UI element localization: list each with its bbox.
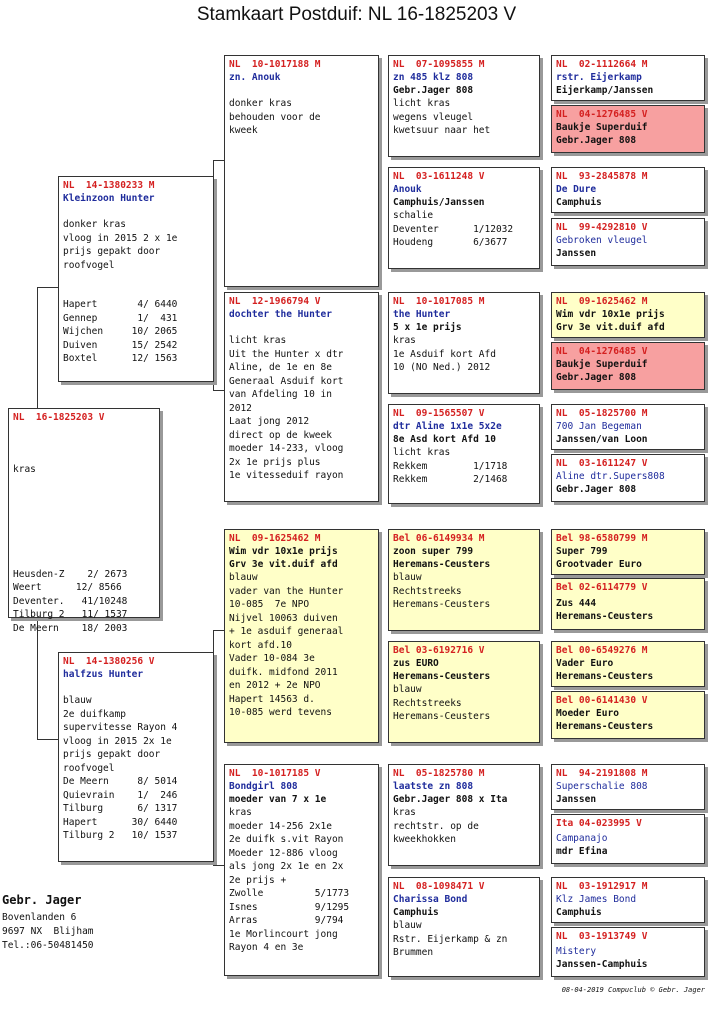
bird-owner: Gebr.Jager 808: [556, 372, 637, 383]
bird-owner: Janssen: [556, 248, 597, 259]
note-line: Rekkem 2/1468: [393, 474, 508, 485]
card-g11[interactable]: [551, 641, 705, 687]
bird-name: Gebroken vleugel: [556, 235, 648, 246]
note-line: [13, 424, 155, 437]
ring-number: NL 09-1625462 M: [556, 296, 648, 307]
ring-number: NL 10-1017085 M: [393, 296, 485, 307]
note-line: licht kras: [393, 447, 451, 458]
ring-number: Bel 98-6580799 M: [556, 533, 648, 544]
note-line: kweek: [229, 125, 258, 136]
note-line: Deventer. 41/10248: [13, 595, 128, 607]
ring-number: NL 94-2191808 M: [556, 768, 648, 779]
bird-name: laatste zn 808: [393, 781, 474, 792]
ring-number: NL 12-1966794 V: [229, 296, 321, 307]
card-fff[interactable]: [388, 55, 540, 157]
note-line: kras: [393, 335, 416, 346]
print-credit: 08-04-2019 Compuclub © Gebr. Jager: [561, 986, 705, 994]
bird-name: Superschalie 808: [556, 781, 648, 792]
ring-number: Bel 02-6114779 V: [556, 582, 648, 593]
card-mm[interactable]: [224, 764, 379, 976]
bird-owner: Grootvader Euro: [556, 559, 642, 570]
card-g4[interactable]: [551, 218, 705, 266]
bird-owner: moeder van 7 x 1e: [229, 794, 327, 805]
note-line: Rayon 4 en 3e: [229, 942, 304, 953]
note-line: 2012: [229, 402, 252, 414]
ring-number: Bel 03-6192716 V: [393, 645, 485, 656]
note-line: licht kras: [393, 98, 451, 109]
note-line: + 1e asduif generaal: [229, 626, 344, 637]
card-father[interactable]: [58, 176, 214, 382]
card-notes: [393, 97, 535, 138]
note-line: moeder 14-256 2x1e: [229, 820, 332, 832]
note-line: Laat jong 2012: [229, 416, 310, 427]
bird-owner: Camphuis: [393, 907, 439, 918]
note-line: als jong 2x 1e en 2x: [229, 861, 344, 872]
card-ff[interactable]: [224, 55, 379, 287]
note-line: Vader 10-084 3e: [229, 653, 315, 664]
note-line: 1e Asduif kort Afd: [393, 348, 496, 360]
note-line: Boxtel 12/ 1563: [63, 353, 178, 364]
bird-name: Mistery: [556, 946, 597, 957]
bird-name: halfzus Hunter: [63, 669, 144, 680]
card-notes: [393, 209, 535, 250]
bird-owner: Gebr.Jager 808: [556, 484, 637, 495]
bird-owner: Eijerkamp/Janssen: [556, 85, 654, 96]
bird-name: 700 Jan Begeman: [556, 421, 642, 432]
ring-number: NL 05-1825700 M: [556, 408, 648, 419]
bird-name: De Dure: [556, 184, 597, 195]
connector: [37, 287, 38, 411]
ring-number: NL 02-1112664 M: [556, 59, 648, 70]
bird-owner: Heremans-Ceusters: [556, 721, 654, 732]
bird-owner: Heremans-Ceusters: [556, 611, 654, 622]
card-g8[interactable]: [551, 454, 705, 502]
ring-number: NL 93-2845878 M: [556, 171, 648, 182]
ring-number: NL 03-1912917 M: [556, 881, 648, 892]
bird-name: dochter the Hunter: [229, 309, 332, 320]
note-line: vloog in 2015 2x 1e: [63, 735, 172, 747]
card-notes: [393, 806, 535, 847]
card-notes: [13, 424, 155, 635]
bird-name: the Hunter: [393, 309, 451, 320]
ring-number: NL 09-1565507 V: [393, 408, 485, 419]
ring-number: Bel 06-6149934 M: [393, 533, 485, 544]
bird-owner: 8e Asd kort Afd 10: [393, 434, 496, 445]
card-fmm[interactable]: [388, 404, 540, 504]
note-line: blauw: [393, 684, 422, 695]
ring-number: NL 05-1825780 M: [393, 768, 485, 779]
ring-number: NL 99-4292810 V: [556, 222, 648, 233]
ring-number: NL 09-1625462 M: [229, 533, 321, 544]
card-g16[interactable]: [551, 927, 705, 977]
card-notes: [229, 806, 374, 955]
note-line: [13, 503, 155, 516]
note-line: 1e Morlincourt jong: [229, 928, 338, 940]
ring-number: Bel 00-6549276 M: [556, 645, 648, 656]
card-mff[interactable]: [388, 529, 540, 631]
card-notes: [229, 321, 374, 483]
note-line: [13, 555, 155, 568]
card-g7[interactable]: [551, 404, 705, 450]
bird-name: Super 799: [556, 546, 608, 557]
note-line: [13, 477, 155, 490]
note-line: Aline, de 1e en 8e: [229, 362, 332, 373]
note-line: prijs gepakt door: [63, 749, 161, 760]
bird-name: Aline dtr.Supers808: [556, 471, 665, 482]
note-line: 2e prijs +: [229, 874, 287, 886]
note-line: duifk. midfond 2011: [229, 666, 338, 678]
bird-name: Campanajo: [556, 833, 608, 844]
note-line: [63, 272, 209, 285]
note-line: van Afdeling 10 in: [229, 389, 332, 400]
card-mother[interactable]: [58, 652, 214, 862]
card-g5[interactable]: [551, 292, 705, 338]
note-line: supervitesse Rayon 4: [63, 722, 178, 733]
note-line: licht kras: [229, 335, 287, 346]
note-line: [13, 516, 155, 529]
note-line: 2e duifk s.vit Rayon: [229, 834, 344, 845]
ring-number: NL 03-1913749 V: [556, 931, 648, 942]
note-line: kort afd.10: [229, 639, 292, 651]
bird-owner: Grv 3e vit.duif afd: [556, 322, 665, 333]
breeder-name: Gebr. Jager: [2, 893, 82, 907]
card-g15[interactable]: [551, 877, 705, 923]
note-line: Rechtstreeks: [393, 585, 462, 597]
note-line: Heremans-Ceusters: [393, 599, 491, 610]
note-line: [13, 450, 155, 463]
note-line: [13, 437, 155, 450]
bird-owner: Gebr.Jager 808 x Ita: [393, 794, 508, 805]
ring-number: NL 16-1825203 V: [13, 412, 105, 423]
card-g3[interactable]: [551, 167, 705, 213]
breeder-phone: Tel.:06-50481450: [2, 940, 94, 951]
note-line: Nijvel 10063 duiven: [229, 612, 338, 624]
card-mmm[interactable]: [388, 877, 540, 977]
card-g1[interactable]: [551, 55, 705, 101]
bird-name: Baukje Superduif: [556, 359, 648, 370]
note-line: Gennep 1/ 431: [63, 312, 178, 324]
note-line: 10 (NO Ned.) 2012: [393, 362, 491, 373]
ring-number: NL 10-1017188 M: [229, 59, 321, 70]
ring-number: NL 03-1611248 V: [393, 171, 485, 182]
card-mf[interactable]: [224, 529, 379, 743]
note-line: [13, 529, 155, 542]
card-notes: [393, 919, 535, 960]
card-notes: [393, 683, 535, 724]
note-line: roofvogel: [63, 762, 115, 774]
note-line: [229, 84, 374, 97]
card-g14[interactable]: [551, 814, 705, 864]
note-line: De Meern 18/ 2003: [13, 622, 128, 634]
note-line: Duiven 15/ 2542: [63, 339, 178, 351]
note-line: Hapert 14563 d.: [229, 693, 315, 705]
bird-name: dtr Aline 1x1e 5x2e: [393, 421, 502, 432]
note-line: blauw: [63, 695, 92, 706]
bird-owner: Camphuis: [556, 197, 602, 208]
note-line: Hapert 4/ 6440: [63, 299, 178, 310]
note-line: 1e vitesseduif rayon: [229, 470, 344, 481]
note-line: kras: [13, 464, 36, 475]
bird-name: Bondgirl 808: [229, 781, 298, 792]
note-line: schalie: [393, 210, 434, 221]
note-line: Generaal Asduif kort: [229, 375, 344, 387]
note-line: De Meern 8/ 5014: [63, 776, 178, 787]
card-g9[interactable]: [551, 529, 705, 575]
card-g13[interactable]: [551, 764, 705, 810]
ring-number: NL 04-1276485 V: [556, 109, 648, 120]
note-line: en 2012 + 2e NPO: [229, 680, 321, 691]
card-fm[interactable]: [224, 292, 379, 502]
ring-number: NL 10-1017185 V: [229, 768, 321, 779]
note-line: Heremans-Ceusters: [393, 711, 491, 722]
bird-name: Baukje Superduif: [556, 122, 648, 133]
bird-owner: Heremans-Ceusters: [556, 671, 654, 682]
card-g10[interactable]: [551, 578, 705, 630]
note-line: Isnes 9/1295: [229, 901, 350, 913]
note-line: Arras 9/794: [229, 915, 344, 926]
note-line: kwetsuur naar het: [393, 125, 491, 136]
bird-owner: Grv 3e vit.duif afd: [229, 559, 338, 570]
note-line: roofvogel: [63, 259, 115, 271]
note-line: [229, 321, 374, 334]
card-fmf[interactable]: [388, 292, 540, 394]
note-line: [13, 542, 155, 555]
note-line: [63, 285, 209, 298]
note-line: [63, 205, 209, 218]
note-line: [13, 490, 155, 503]
note-line: Tilburg 2 10/ 1537: [63, 830, 178, 841]
bird-owner: Heremans-Ceusters: [393, 671, 491, 682]
bird-owner: Janssen/van Loon: [556, 434, 648, 445]
note-line: Heusden-Z 2/ 2673: [13, 568, 128, 580]
note-line: rechtstr. op de: [393, 820, 479, 832]
ring-number: NL 04-1276485 V: [556, 346, 648, 357]
note-line: blauw: [393, 920, 422, 931]
bird-name: zus EURO: [393, 658, 439, 669]
note-line: 2x 1e prijs plus: [229, 456, 321, 468]
bird-name: Kleinzoon Hunter: [63, 193, 155, 204]
bird-owner: Camphuis: [556, 907, 602, 918]
bird-name: Wim vdr 10x1e prijs: [556, 309, 665, 320]
ring-number: NL 07-1095855 M: [393, 59, 485, 70]
card-mmf[interactable]: [388, 764, 540, 866]
bird-name: Anouk: [393, 184, 422, 195]
note-line: blauw: [393, 572, 422, 583]
note-line: Brummen: [393, 947, 434, 958]
card-notes: [229, 571, 374, 720]
card-g2[interactable]: [551, 105, 705, 153]
bird-owner: Gebr.Jager 808: [393, 85, 474, 96]
note-line: 2e duifkamp: [63, 708, 126, 720]
note-line: moeder 14-233, vloog: [229, 443, 344, 454]
card-ffm[interactable]: [388, 167, 540, 269]
note-line: Weert 12/ 8566: [13, 582, 122, 593]
bird-name: Zus 444: [556, 598, 597, 609]
note-line: 10-085 7e NPO: [229, 599, 310, 610]
note-line: Rechtstreeks: [393, 697, 462, 709]
card-notes: [393, 571, 535, 612]
note-line: Deventer 1/12032: [393, 223, 514, 235]
bird-name: Moeder Euro: [556, 708, 619, 719]
card-main[interactable]: [8, 408, 160, 634]
note-line: Tilburg 2 11/ 1537: [13, 609, 128, 620]
note-line: behouden voor de: [229, 111, 321, 123]
note-line: kras: [393, 807, 416, 818]
note-line: Moeder 12-886 vloog: [229, 847, 338, 859]
note-line: donker kras: [229, 98, 292, 109]
note-line: donker kras: [63, 219, 126, 230]
note-line: kras: [229, 807, 252, 818]
card-g6[interactable]: [551, 342, 705, 390]
bird-name: Wim vdr 10x1e prijs: [229, 546, 338, 557]
bird-name: Charissa Bond: [393, 894, 468, 905]
bird-name: zn. Anouk: [229, 72, 281, 83]
ring-number: NL 14-1380256 V: [63, 656, 155, 667]
note-line: direct op de kweek: [229, 429, 332, 441]
note-line: prijs gepakt door: [63, 246, 161, 257]
note-line: Houdeng 6/3677: [393, 237, 508, 248]
bird-owner: Janssen-Camphuis: [556, 959, 648, 970]
ring-number: NL 03-1611247 V: [556, 458, 648, 469]
bird-name: zn 485 klz 808: [393, 72, 474, 83]
note-line: Rekkem 1/1718: [393, 460, 508, 472]
breeder-city: 9697 NX Blijham: [2, 926, 94, 937]
card-notes: [393, 446, 535, 487]
bird-name: rstr. Eijerkamp: [556, 72, 642, 83]
note-line: [63, 681, 209, 694]
bird-owner: mdr Efina: [556, 846, 608, 857]
note-line: Zwolle 5/1773: [229, 888, 350, 899]
bird-owner: Heremans-Ceusters: [393, 559, 491, 570]
note-line: 10-085 werd tevens: [229, 707, 332, 718]
note-line: Wijchen 10/ 2065: [63, 326, 178, 337]
card-notes: [63, 681, 209, 843]
page-title: Stamkaart Postduif: NL 16-1825203 V: [196, 4, 517, 25]
breeder-address: Bovenlanden 6: [2, 912, 77, 923]
bird-name: Vader Euro: [556, 658, 614, 669]
note-line: Uit the Hunter x dtr: [229, 348, 344, 360]
card-g12[interactable]: [551, 691, 705, 739]
note-line: vader van the Hunter: [229, 585, 344, 597]
card-mfm[interactable]: [388, 641, 540, 743]
card-notes: [63, 205, 209, 366]
bird-owner: Janssen: [556, 794, 597, 805]
bird-owner: 5 x 1e prijs: [393, 322, 462, 333]
note-line: blauw: [229, 572, 258, 583]
card-notes: [393, 334, 535, 375]
note-line: vloog in 2015 2 x 1e: [63, 232, 178, 244]
ring-number: NL 08-1098471 V: [393, 881, 485, 892]
note-line: kweekhokken: [393, 834, 456, 845]
ring-number: Ita 04-023995 V: [556, 818, 642, 829]
note-line: Hapert 30/ 6440: [63, 816, 178, 828]
card-notes: [229, 84, 374, 138]
bird-owner: Camphuis/Janssen: [393, 197, 485, 208]
bird-name: zoon super 799: [393, 546, 474, 557]
ring-number: NL 14-1380233 M: [63, 180, 155, 191]
note-line: Tilburg 6/ 1317: [63, 803, 178, 814]
ring-number: Bel 00-6141430 V: [556, 695, 648, 706]
bird-owner: Gebr.Jager 808: [556, 135, 637, 146]
note-line: Quievrain 1/ 246: [63, 789, 178, 801]
bird-name: Klz James Bond: [556, 894, 637, 905]
note-line: wegens vleugel: [393, 111, 474, 123]
note-line: Rstr. Eijerkamp & zn: [393, 933, 508, 945]
